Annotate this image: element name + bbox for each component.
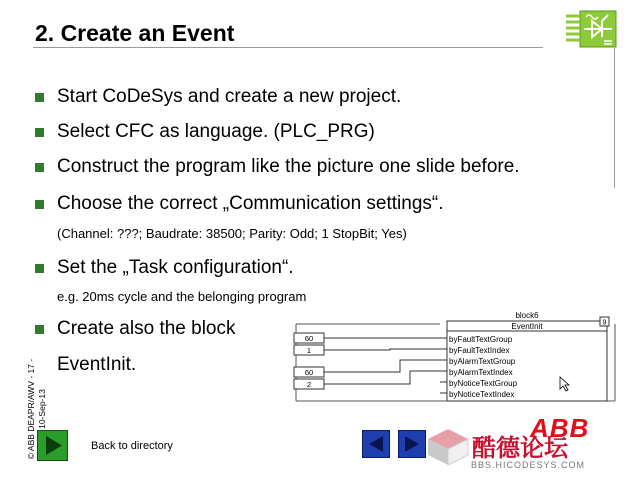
watermark-cube-icon (426, 427, 470, 467)
bullet-marker (35, 264, 44, 273)
constant-value: 60 (304, 334, 314, 343)
constant-value: 1 (306, 346, 312, 355)
bullet-subtext: e.g. 20ms cycle and the belonging program (57, 289, 307, 304)
block-input-label: byAlarmTextIndex (449, 368, 513, 377)
copyright-text: © ABB DEAPR/AWV - 17 - (26, 358, 36, 460)
thyristor-logo-icon (566, 8, 618, 50)
block-input-label: byNoticeTextGroup (449, 379, 518, 388)
bullet-marker (35, 200, 44, 209)
block-name: block6 (515, 311, 539, 320)
bullet-text: Choose the correct „Communication settings“. (57, 193, 444, 214)
bullet-marker (35, 325, 44, 334)
block-input-label: byNoticeTextIndex (449, 390, 515, 399)
wire (324, 349, 447, 350)
bullet-marker (35, 163, 44, 172)
wire (324, 360, 447, 372)
bullet-subtext: (Channel: ???; Baudrate: 38500; Parity: Odd; 1 StopBit; Yes) (57, 226, 407, 241)
bullet-text-continued: EventInit. (57, 354, 137, 375)
back-to-directory-label[interactable]: Back to directory (91, 440, 173, 452)
back-to-directory-button[interactable] (37, 430, 68, 461)
next-slide-button[interactable] (398, 430, 426, 458)
right-divider (614, 48, 615, 188)
bullet-text: Construct the program like the picture one slide before. (57, 156, 520, 177)
play-icon (38, 431, 67, 460)
date-text: 10-Sep-13 (37, 389, 47, 429)
abb-logo: ABB (530, 413, 590, 443)
title-divider (33, 47, 543, 48)
constant-value: 60 (304, 368, 314, 377)
cfc-diagram (290, 308, 620, 408)
bullet-text: Create also the block (57, 318, 236, 339)
slide-title: 2. Create an Event (35, 20, 235, 46)
watermark-url: BBS.HICODESYS.COM (471, 460, 586, 470)
block-input-label: byAlarmTextGroup (449, 357, 516, 366)
arrow-right-icon (399, 431, 425, 457)
bullet-marker (35, 93, 44, 102)
block-order-number: 9 (602, 319, 607, 327)
block-input-label: byFaultTextGroup (449, 335, 513, 344)
constant-value: 2 (306, 380, 312, 389)
bullet-marker (35, 128, 44, 137)
block-input-label: byFaultTextIndex (449, 346, 510, 355)
arrow-left-icon (363, 431, 389, 457)
bullet-text: Set the „Task configuration“. (57, 257, 294, 278)
watermark-brand-text: 酷德论坛 (472, 435, 568, 462)
bullet-text: Start CoDeSys and create a new project. (57, 86, 402, 107)
bullet-text: Select CFC as language. (PLC_PRG) (57, 121, 375, 142)
wire (324, 371, 447, 384)
previous-slide-button[interactable] (362, 430, 390, 458)
block-type: EventInit (511, 322, 543, 331)
